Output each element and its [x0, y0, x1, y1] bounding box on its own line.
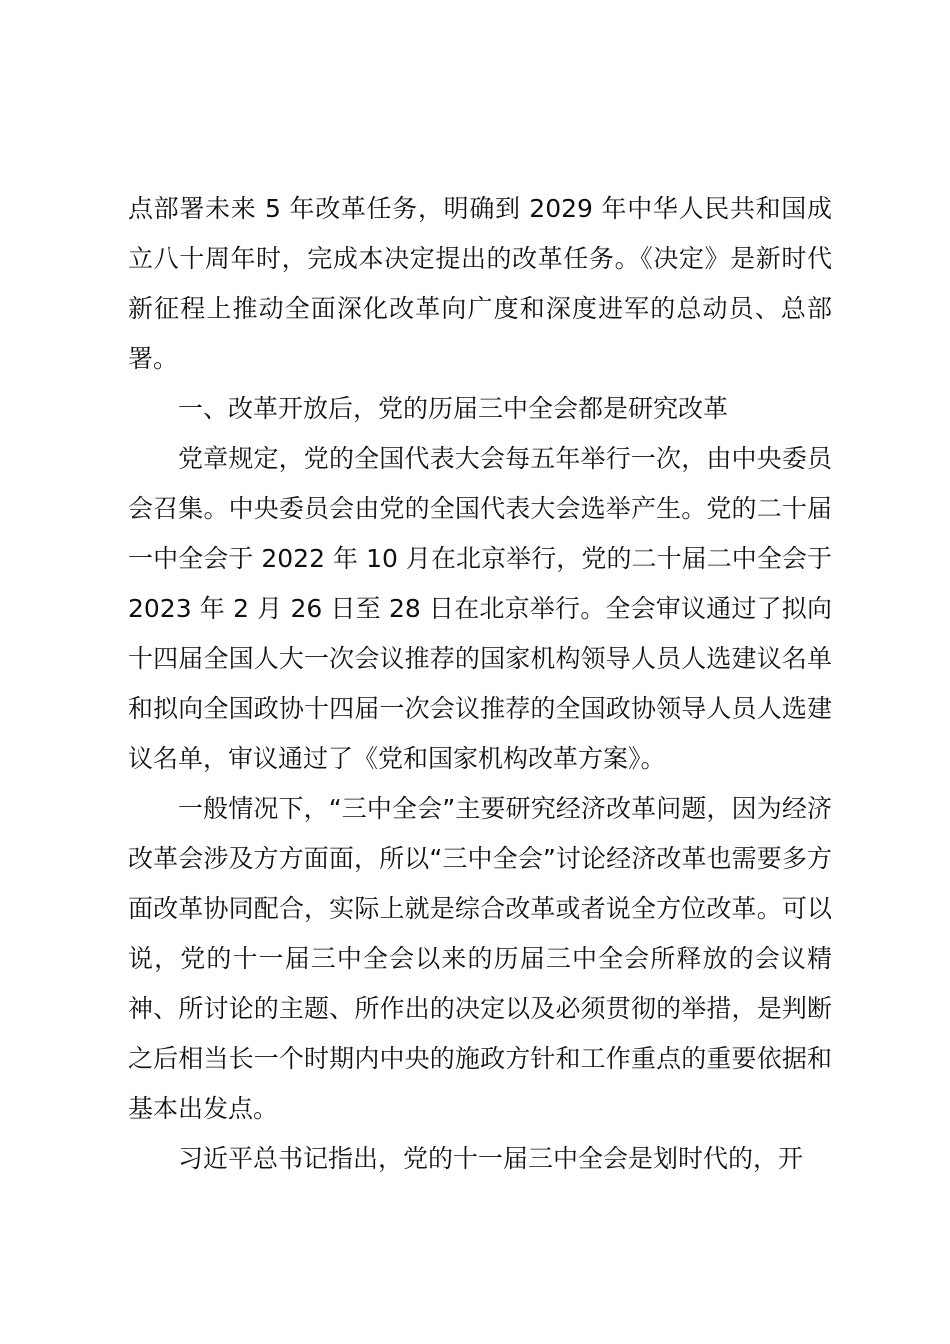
paragraph-continuation: 点部署未来 5 年改革任务，明确到 2029 年中华人民共和国成立八十周年时，完成本决定提出的改革任务。《决定》是新时代新征程上推动全面深化改革向广度和深度进军的总动员、总部署。	[128, 194, 832, 373]
section-heading: 一、改革开放后，党的历届三中全会都是研究改革	[178, 394, 729, 423]
paragraph: 一般情况下，“三中全会”主要研究经济改革问题，因为经济改革会涉及方方面面，所以“三中全会”讨论经济改革也需要多方面改革协同配合，实际上就是综合改革或者说全方位改革。可以说，党的十一届三中全会以来的历届三中全会所释放的会议精神、所讨论的主题、所作出的决定以及必须贯彻的举措，是判断之后相当长一个时期内中央的施政方针和工作重点的重要依据和基本出发点。	[128, 794, 832, 1123]
document-body	[128, 184, 832, 1184]
paragraph: 习近平总书记指出，党的十一届三中全会是划时代的，开	[178, 1144, 804, 1173]
paragraph: 党章规定，党的全国代表大会每五年举行一次，由中央委员会召集。中央委员会由党的全国代表大会选举产生。党的二十届一中全会于 2022 年 10 月在北京举行，党的二十届二中全会于 2023 年 2 月 26 日至 28 日在北京举行。全会审议通过了拟向十四届全国人大一次会议推荐的国家机构领导人员人选建议名单和拟向全国政协十四届一次会议推荐的全国政协领导人员人选建议名单，审议通过了《党和国家机构改革方案》。	[128, 444, 832, 773]
